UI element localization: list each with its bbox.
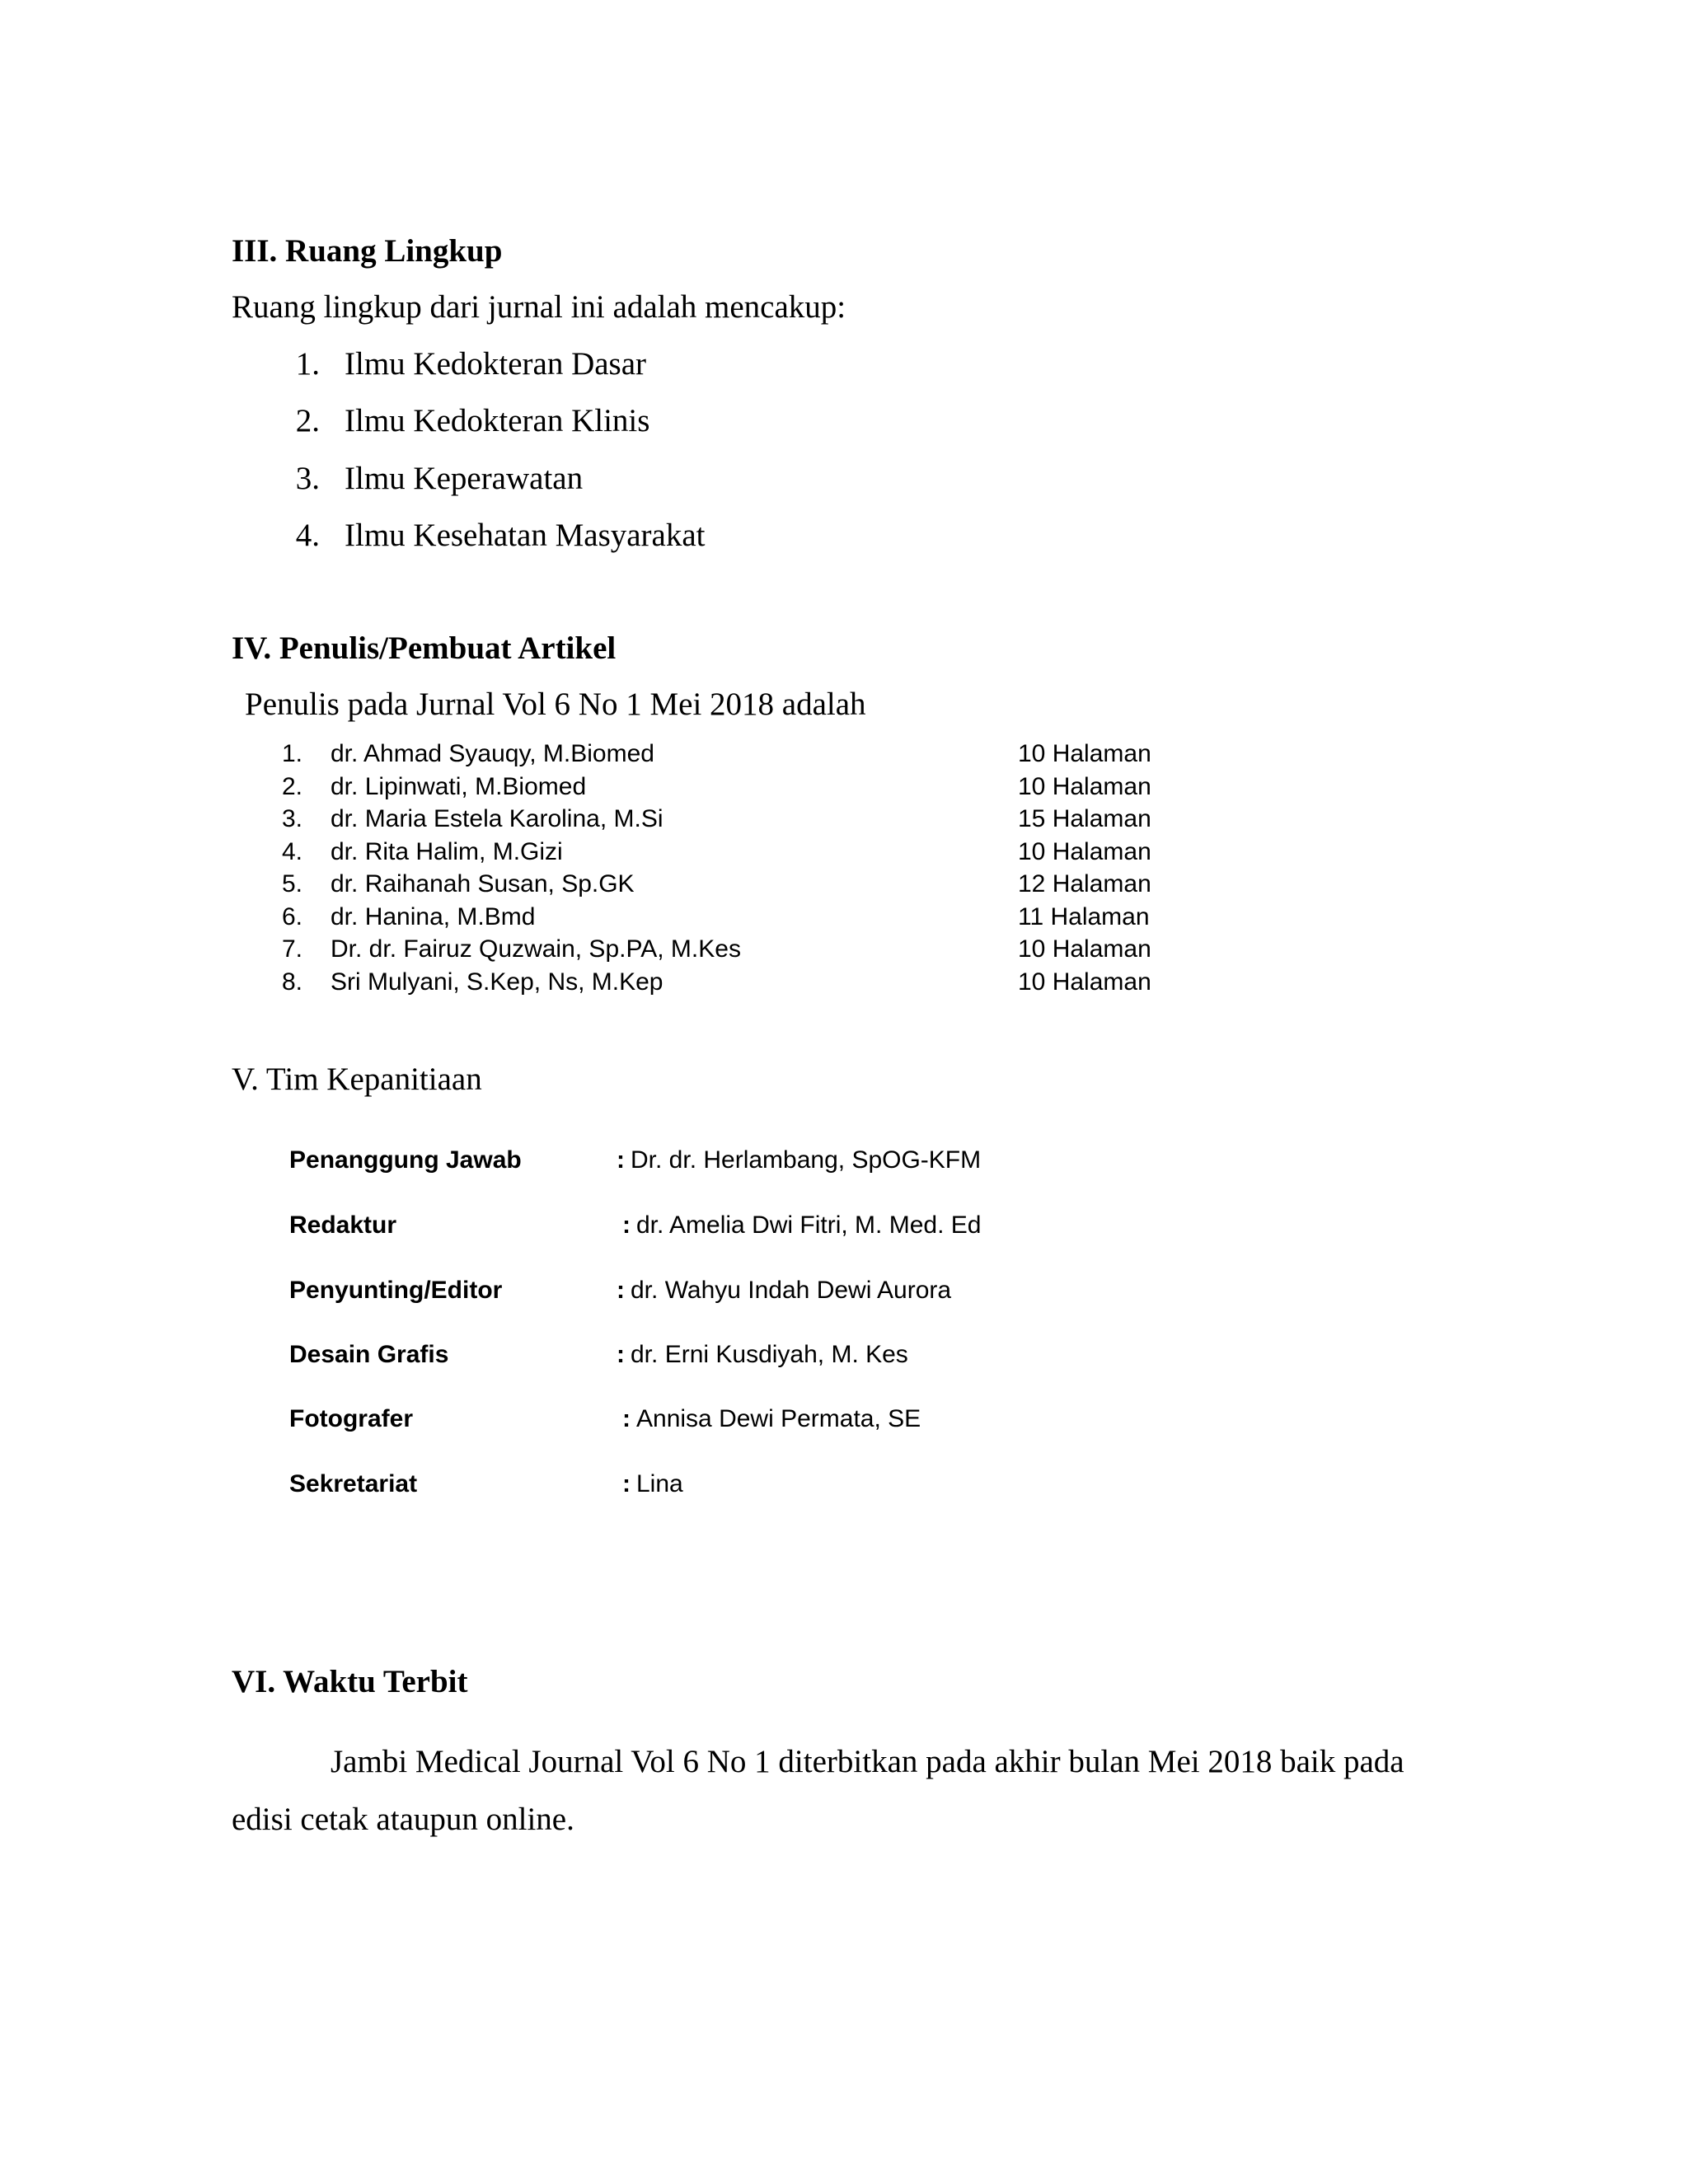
author-pages: 10 Halaman [1018, 935, 1151, 963]
author-name: dr. Hanina, M.Bmd [331, 903, 536, 930]
author-number: 1. [282, 740, 303, 767]
author-number: 3. [282, 805, 303, 832]
waktu-terbit-text: Jambi Medical Journal Vol 6 No 1 diterbitkan pada akhir bulan Mei 2018 baik pada edisi cetak ataupun online. [232, 1744, 1404, 1837]
committee-role: Redaktur [289, 1212, 397, 1239]
author-number: 5. [282, 870, 303, 898]
table-row [0, 740, 1688, 773]
table-row [0, 773, 1688, 806]
list-item-text: Ilmu Kesehatan Masyarakat [345, 518, 706, 553]
author-pages: 10 Halaman [1018, 773, 1151, 800]
author-name: dr. Raihanah Susan, Sp.GK [331, 870, 635, 898]
committee-row [0, 1212, 1688, 1244]
author-name: Dr. dr. Fairuz Quzwain, Sp.PA, M.Kes [331, 935, 741, 963]
waktu-terbit-paragraph [232, 1733, 1443, 1849]
committee-role: Fotografer [289, 1405, 413, 1432]
list-item-number: 4. [295, 518, 320, 553]
author-pages: 10 Halaman [1018, 740, 1151, 767]
committee-colon: : [617, 1277, 625, 1304]
section-heading-waktu-terbit: VI. Waktu Terbit [232, 1664, 468, 1699]
section-heading-penulis: IV. Penulis/Pembuat Artikel [232, 630, 617, 666]
section-heading-ruang-lingkup: III. Ruang Lingkup [232, 233, 503, 269]
author-number: 8. [282, 968, 303, 996]
committee-name: dr. Amelia Dwi Fitri, M. Med. Ed [636, 1212, 982, 1239]
committee-row [0, 1146, 1688, 1179]
penulis-intro: Penulis pada Jurnal Vol 6 No 1 Mei 2018 adalah [245, 687, 866, 722]
table-row [0, 838, 1688, 871]
list-item-text: Ilmu Kedokteran Dasar [345, 346, 647, 382]
table-row [0, 903, 1688, 936]
committee-row [0, 1341, 1688, 1374]
author-pages: 10 Halaman [1018, 968, 1151, 996]
list-item-number: 2. [295, 403, 320, 438]
committee-row [0, 1470, 1688, 1503]
author-name: Sri Mulyani, S.Kep, Ns, M.Kep [331, 968, 663, 996]
list-item-text: Ilmu Keperawatan [345, 461, 584, 496]
ruang-lingkup-intro: Ruang lingkup dari jurnal ini adalah mencakup: [232, 289, 846, 325]
author-number: 6. [282, 903, 303, 930]
author-name: dr. Lipinwati, M.Biomed [331, 773, 587, 800]
author-pages: 12 Halaman [1018, 870, 1151, 898]
author-name: dr. Rita Halim, M.Gizi [331, 838, 563, 865]
committee-colon: : [617, 1341, 625, 1368]
committee-colon: : [622, 1212, 631, 1239]
committee-colon: : [622, 1470, 631, 1497]
committee-colon: : [617, 1146, 625, 1174]
committee-name: dr. Wahyu Indah Dewi Aurora [631, 1277, 952, 1304]
committee-role: Sekretariat [289, 1470, 418, 1497]
section-heading-tim-kepanitiaan: V. Tim Kepanitiaan [232, 1062, 482, 1097]
author-number: 4. [282, 838, 303, 865]
committee-name: dr. Erni Kusdiyah, M. Kes [631, 1341, 908, 1368]
author-pages: 11 Halaman [1018, 903, 1150, 930]
table-row [0, 870, 1688, 903]
committee-name: Lina [636, 1470, 683, 1497]
list-item-text: Ilmu Kedokteran Klinis [345, 403, 650, 438]
author-name: dr. Ahmad Syauqy, M.Biomed [331, 740, 654, 767]
author-number: 7. [282, 935, 303, 963]
committee-name: Annisa Dewi Permata, SE [636, 1405, 921, 1432]
committee-colon: : [622, 1405, 631, 1432]
committee-role: Penanggung Jawab [289, 1146, 522, 1174]
table-row [0, 968, 1688, 1001]
committee-name: Dr. dr. Herlambang, SpOG-KFM [631, 1146, 982, 1174]
committee-row [0, 1405, 1688, 1438]
list-item-number: 1. [295, 346, 320, 382]
table-row [0, 935, 1688, 968]
author-pages: 15 Halaman [1018, 805, 1151, 832]
list-item-number: 3. [295, 461, 320, 496]
author-pages: 10 Halaman [1018, 838, 1151, 865]
author-name: dr. Maria Estela Karolina, M.Si [331, 805, 663, 832]
committee-role: Desain Grafis [289, 1341, 449, 1368]
table-row [0, 805, 1688, 838]
author-number: 2. [282, 773, 303, 800]
committee-role: Penyunting/Editor [289, 1277, 503, 1304]
committee-row [0, 1277, 1688, 1310]
